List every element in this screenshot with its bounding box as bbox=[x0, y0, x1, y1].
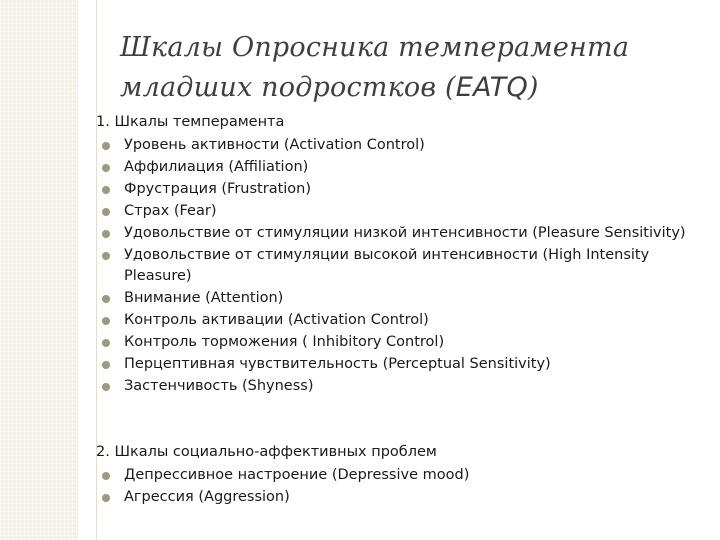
bullet-icon bbox=[102, 208, 110, 216]
section-heading: 2. Шкалы социально-аффективных проблем bbox=[96, 444, 437, 460]
section-heading: 1. Шкалы темперамента bbox=[96, 114, 285, 130]
list-item bbox=[96, 487, 706, 508]
list-item bbox=[96, 201, 706, 222]
bullet-icon bbox=[102, 186, 110, 194]
list-item-text: Агрессия (Aggression) bbox=[124, 489, 290, 505]
list-item bbox=[96, 179, 706, 200]
list-item bbox=[96, 157, 706, 178]
list-item bbox=[96, 135, 706, 156]
title-acronym: EATQ bbox=[455, 72, 528, 103]
decorative-side-strip bbox=[0, 0, 78, 540]
bullet-icon bbox=[102, 361, 110, 369]
temperament-scales-list bbox=[96, 135, 706, 397]
social-affective-scales-section bbox=[96, 442, 706, 509]
title-line-2-prefix: младших подростков ( bbox=[120, 72, 456, 103]
list-item-text: Удовольствие от стимуляции высокой интенсивности (High Intensity Pleasure) bbox=[124, 247, 650, 284]
list-item-text: Депрессивное настроение (Depressive mood) bbox=[124, 467, 470, 483]
list-item bbox=[96, 223, 706, 244]
list-item bbox=[96, 465, 706, 486]
list-item bbox=[96, 376, 706, 397]
bullet-icon bbox=[102, 295, 110, 303]
list-item-text: Уровень активности (Activation Control) bbox=[124, 137, 425, 153]
list-item-text: Страх (Fear) bbox=[124, 203, 217, 219]
list-item bbox=[96, 310, 706, 331]
list-item bbox=[96, 354, 706, 375]
list-item bbox=[96, 332, 706, 353]
decorative-curve bbox=[40, 0, 102, 100]
list-item-text: Контроль активации (Activation Control) bbox=[124, 312, 429, 328]
bullet-icon bbox=[102, 494, 110, 502]
bullet-icon bbox=[102, 252, 110, 260]
list-item-text: Контроль торможения ( Inhibitory Control) bbox=[124, 334, 445, 350]
title-line-2 bbox=[120, 68, 700, 108]
bullet-icon bbox=[102, 230, 110, 238]
list-item bbox=[96, 288, 706, 309]
list-item-text: Перцептивная чувствительность (Perceptual Sensitivity) bbox=[124, 356, 551, 372]
list-item-text: Застенчивость (Shyness) bbox=[124, 378, 314, 394]
bullet-icon bbox=[102, 142, 110, 150]
title-line-1: Шкалы Опросника темперамента bbox=[120, 32, 630, 63]
bullet-icon bbox=[102, 317, 110, 325]
bullet-icon bbox=[102, 472, 110, 480]
list-item-text: Удовольствие от стимуляции низкой интенсивности (Pleasure Sensitivity) bbox=[124, 225, 686, 241]
temperament-scales-section bbox=[96, 112, 706, 398]
title-line-2-suffix: ) bbox=[527, 72, 539, 103]
list-item-text: Аффилиация (Affiliation) bbox=[124, 159, 309, 175]
bullet-icon bbox=[102, 383, 110, 391]
bullet-icon bbox=[102, 339, 110, 347]
list-item-text: Фрустрация (Frustration) bbox=[124, 181, 312, 197]
social-affective-scales-list bbox=[96, 465, 706, 508]
list-item-text: Внимание (Attention) bbox=[124, 290, 284, 306]
bullet-icon bbox=[102, 164, 110, 172]
list-item bbox=[96, 245, 706, 287]
slide-title bbox=[120, 28, 700, 108]
